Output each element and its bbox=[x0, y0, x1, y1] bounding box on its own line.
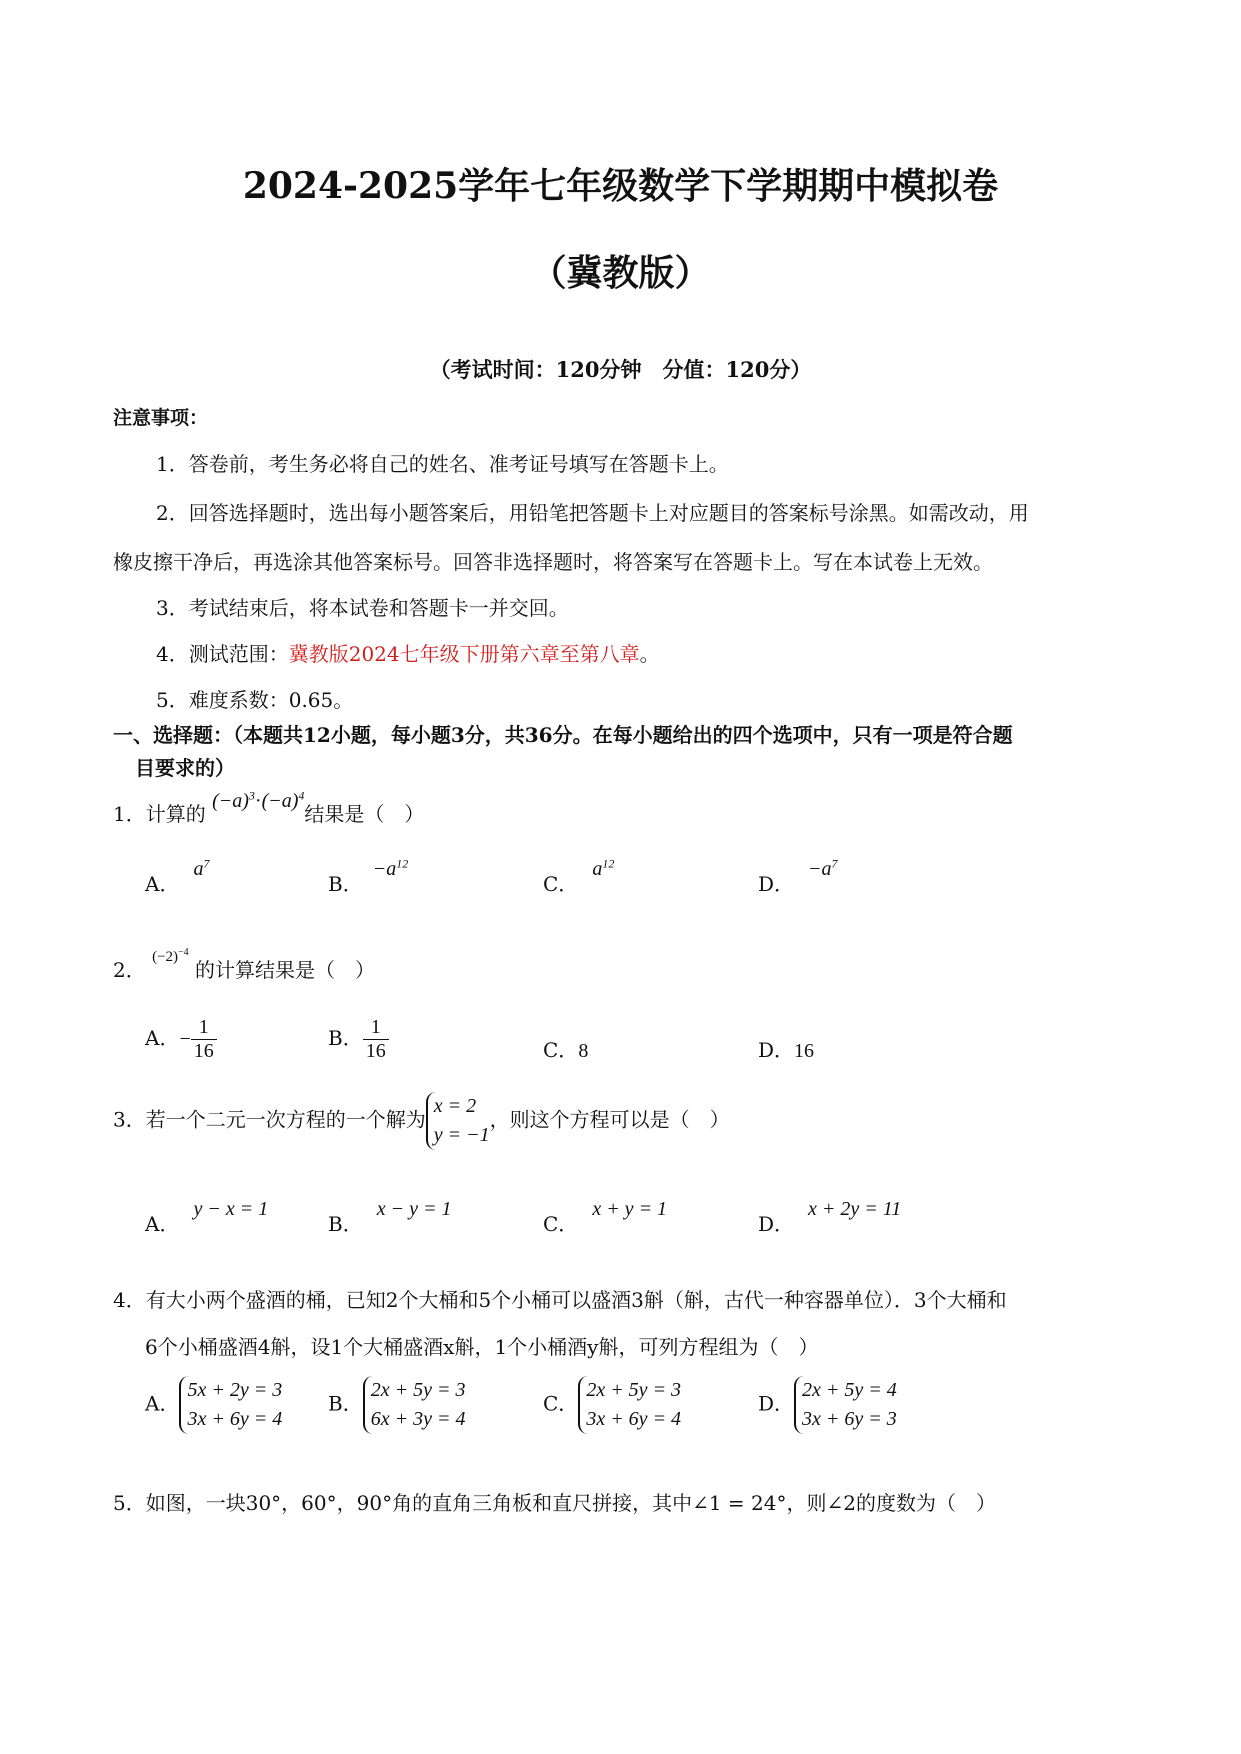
option-b[interactable]: B． 2x + 5y = 3 6x + 3y = 4 bbox=[328, 1376, 465, 1434]
option-a[interactable]: A．− $\frac{1}{16}$ bbox=[145, 1016, 217, 1063]
question-number: 3． bbox=[113, 1107, 146, 1132]
scope-highlight: 冀教版2024七年级下册第六章至第八章 bbox=[288, 642, 640, 666]
notice-heading: 注意事项： bbox=[113, 407, 209, 429]
question-text: 有大小两个盛酒的桶，已知2个大桶和5个小桶可以盛酒3斛（斛，古代一种容器单位）．3个大桶和 bbox=[145, 1288, 1007, 1312]
option-c[interactable]: C． 2x + 5y = 3 3x + 6y = 4 bbox=[543, 1376, 681, 1434]
question-1 bbox=[113, 788, 425, 827]
option-d[interactable]: D．x + 2y = 11 bbox=[758, 1198, 902, 1236]
notice-item: 5．难度系数：0.65。 bbox=[156, 688, 354, 712]
question-number: 2． bbox=[113, 958, 146, 982]
math-expression: (−2)−4 bbox=[152, 947, 189, 965]
option-a[interactable]: A．$a^7$ bbox=[145, 856, 210, 896]
option-b[interactable]: B． $\frac{1}{16}$ bbox=[328, 1016, 389, 1063]
exam-meta: （考试时间：120分钟 分值：120分） bbox=[429, 357, 812, 382]
question-text: 若一个二元一次方程的一个解为 bbox=[145, 1107, 426, 1132]
option-b[interactable]: B．x − y = 1 bbox=[328, 1198, 452, 1236]
question-text: 如图，一块30°，60°，90°角的直角三角板和直尺拼接，其中∠1 = 24°，则∠2的度数为（ ） bbox=[145, 1491, 996, 1515]
option-c[interactable]: C．8 bbox=[543, 1038, 589, 1062]
question-2 bbox=[113, 947, 376, 983]
question-number: 1． bbox=[113, 802, 146, 826]
notice-item: 3．考试结束后，将本试卷和答题卡一并交回。 bbox=[156, 596, 569, 620]
question-4 bbox=[113, 1284, 1007, 1313]
option-b[interactable]: B．$-a^{12}$ bbox=[328, 856, 409, 896]
scope-tail: 。 bbox=[639, 642, 660, 666]
question-5 bbox=[113, 1487, 996, 1516]
notice-item: 2．回答选择题时，选出每小题答案后，用铅笔把答题卡上对应题目的答案标号涂黑。如需改动，用 bbox=[156, 501, 1029, 525]
question-text: 计算的 bbox=[145, 802, 206, 826]
option-a[interactable]: A．y − x = 1 bbox=[145, 1198, 269, 1236]
equation-system: x = 2 y = −1 bbox=[426, 1092, 490, 1150]
option-a[interactable]: A． 5x + 2y = 3 3x + 6y = 4 bbox=[145, 1376, 282, 1434]
question-3 bbox=[113, 1092, 730, 1150]
option-d[interactable]: D．$-a^7$ bbox=[758, 856, 838, 896]
scope-label: 4．测试范围： bbox=[156, 642, 289, 666]
notice-item: 1．答卷前，考生务必将自己的姓名、准考证号填写在答题卡上。 bbox=[156, 452, 729, 476]
option-d[interactable]: D．16 bbox=[758, 1038, 815, 1062]
notice-item-scope bbox=[156, 638, 660, 667]
notice-item: 橡皮擦干净后，再选涂其他答案标号。回答非选择题时，将答案写在答题卡上。写在本试卷上无效。 bbox=[113, 550, 993, 574]
option-d[interactable]: D． 2x + 5y = 4 3x + 6y = 3 bbox=[758, 1376, 897, 1434]
option-c[interactable]: C．x + y = 1 bbox=[543, 1198, 668, 1236]
question-text: ，则这个方程可以是（ ） bbox=[489, 1107, 730, 1132]
math-expression: $(-a)^3\cdot(-a)^4$ bbox=[212, 788, 305, 812]
section-heading-cont: 目要求的） bbox=[135, 756, 235, 780]
section-heading: 一、选择题：（本题共12小题，每小题3分，共36分。在每小题给出的四个选项中，只有一项是符合题 bbox=[113, 723, 1013, 747]
question-text: 结果是（ ） bbox=[304, 802, 425, 826]
question-number: 5． bbox=[113, 1491, 146, 1515]
question-4-cont: 6个小桶盛酒4斛，设1个大桶盛酒x斛，1个小桶酒y斛，可列方程组为（ ） bbox=[145, 1335, 819, 1359]
page-title: 2024-2025学年七年级数学下学期期中模拟卷 bbox=[242, 165, 999, 207]
question-number: 4． bbox=[113, 1288, 146, 1312]
question-text: 的计算结果是（ ） bbox=[195, 958, 376, 982]
option-c[interactable]: C．$a^{12}$ bbox=[543, 856, 615, 896]
page-subtitle: （冀教版） bbox=[530, 252, 711, 294]
